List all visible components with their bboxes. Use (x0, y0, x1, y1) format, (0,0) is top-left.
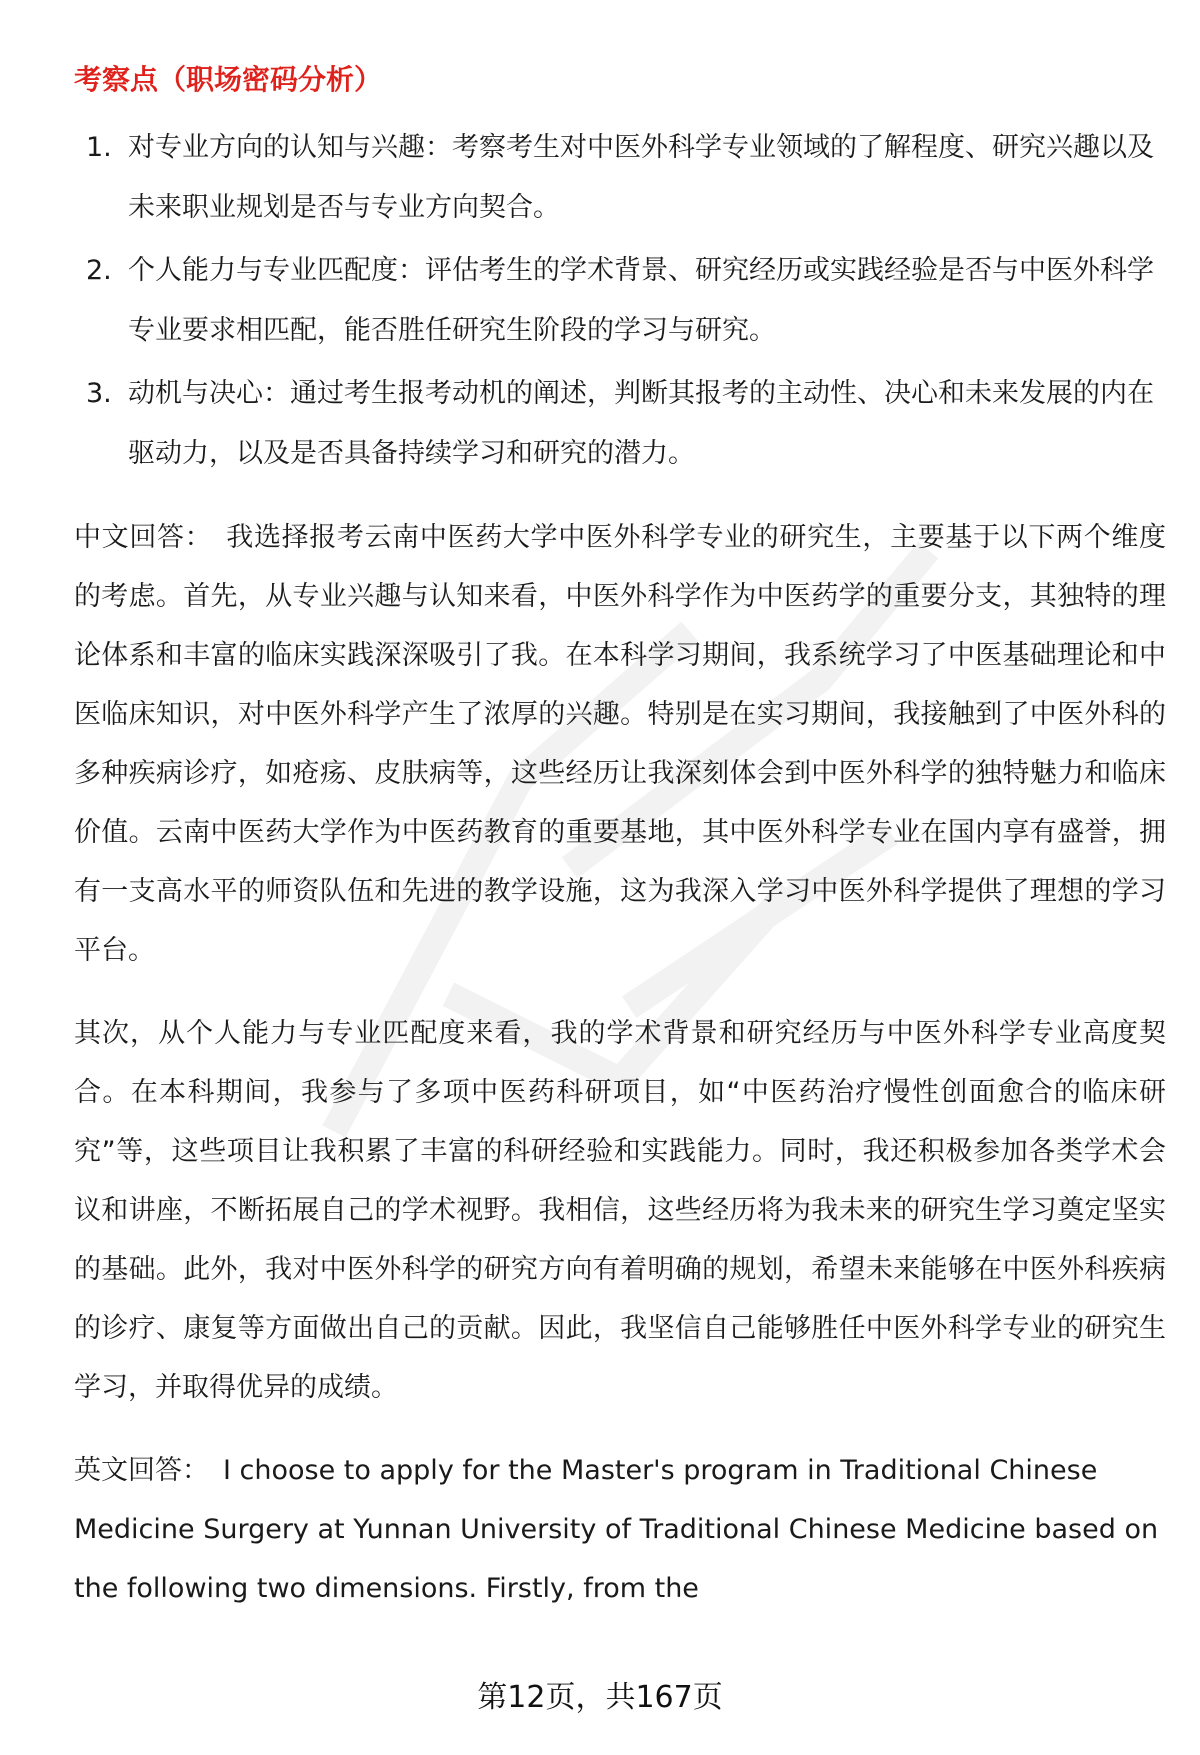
list-item-number: 2. (86, 255, 112, 286)
english-answer-paragraph (74, 1441, 1166, 1618)
chinese-answer-paragraph-1 (74, 508, 1166, 980)
list-item-number: 1. (86, 132, 112, 163)
section-title: 考察点（职场密码分析） (74, 63, 383, 96)
list-item (74, 118, 1166, 238)
document-page (74, 56, 1166, 1618)
list-item-number: 3. (86, 378, 112, 409)
list-item (74, 364, 1166, 484)
list-item-text: 个人能力与专业匹配度：评估考生的学术背景、研究经历或实践经验是否与中医外科学专业要求相匹配，能否胜任研究生阶段的学习与研究。 (128, 255, 1154, 346)
list-item (74, 241, 1166, 361)
assessment-points-list (74, 118, 1166, 484)
page-number-footer: 第12页，共167页 (477, 1680, 723, 1715)
chinese-answer-label: 中文回答： (74, 522, 213, 553)
english-answer-text: I choose to apply for the Master's program in Traditional Chinese Medicine Surgery at Yunnan University of Traditional Chinese Medicine based on the following two dimensions. Firstly, from the (74, 1455, 1159, 1604)
list-item-text: 对专业方向的认知与兴趣：考察考生对中医外科学专业领域的了解程度、研究兴趣以及未来职业规划是否与专业方向契合。 (128, 132, 1154, 223)
list-item-text: 动机与决心：通过考生报考动机的阐述，判断其报考的主动性、决心和未来发展的内在驱动力，以及是否具备持续学习和研究的潜力。 (128, 378, 1154, 469)
chinese-answer-text-1: 我选择报考云南中医药大学中医外科学专业的研究生，主要基于以下两个维度的考虑。首先，从专业兴趣与认知来看，中医外科学作为中医药学的重要分支，其独特的理论体系和丰富的临床实践深深吸引了我。在本科学习期间，我系统学习了中医基础理论和中医临床知识，对中医外科学产生了浓厚的兴趣。特别是在实习期间，我接触到了中医外科的多种疾病诊疗，如疮疡、皮肤病等，这些经历让我深刻体会到中医外科学的独特魅力和临床价值。云南中医药大学作为中医药教育的重要基地，其中医外科学专业在国内享有盛誉，拥有一支高水平的师资队伍和先进的教学设施，这为我深入学习中医外科学提供了理想的学习平台。 (74, 522, 1167, 966)
chinese-answer-paragraph-2: 其次，从个人能力与专业匹配度来看，我的学术背景和研究经历与中医外科学专业高度契合。在本科期间，我参与了多项中医药科研项目，如“中医药治疗慢性创面愈合的临床研究”等，这些项目让我积累了丰富的科研经验和实践能力。同时，我还积极参加各类学术会议和讲座，不断拓展自己的学术视野。我相信，这些经历将为我未来的研究生学习奠定坚实的基础。此外，我对中医外科学的研究方向有着明确的规划，希望未来能够在中医外科疾病的诊疗、康复等方面做出自己的贡献。因此，我坚信自己能够胜任中医外科学专业的研究生学习，并取得优异的成绩。 (74, 1018, 1166, 1403)
english-answer-label: 英文回答： (74, 1455, 209, 1486)
